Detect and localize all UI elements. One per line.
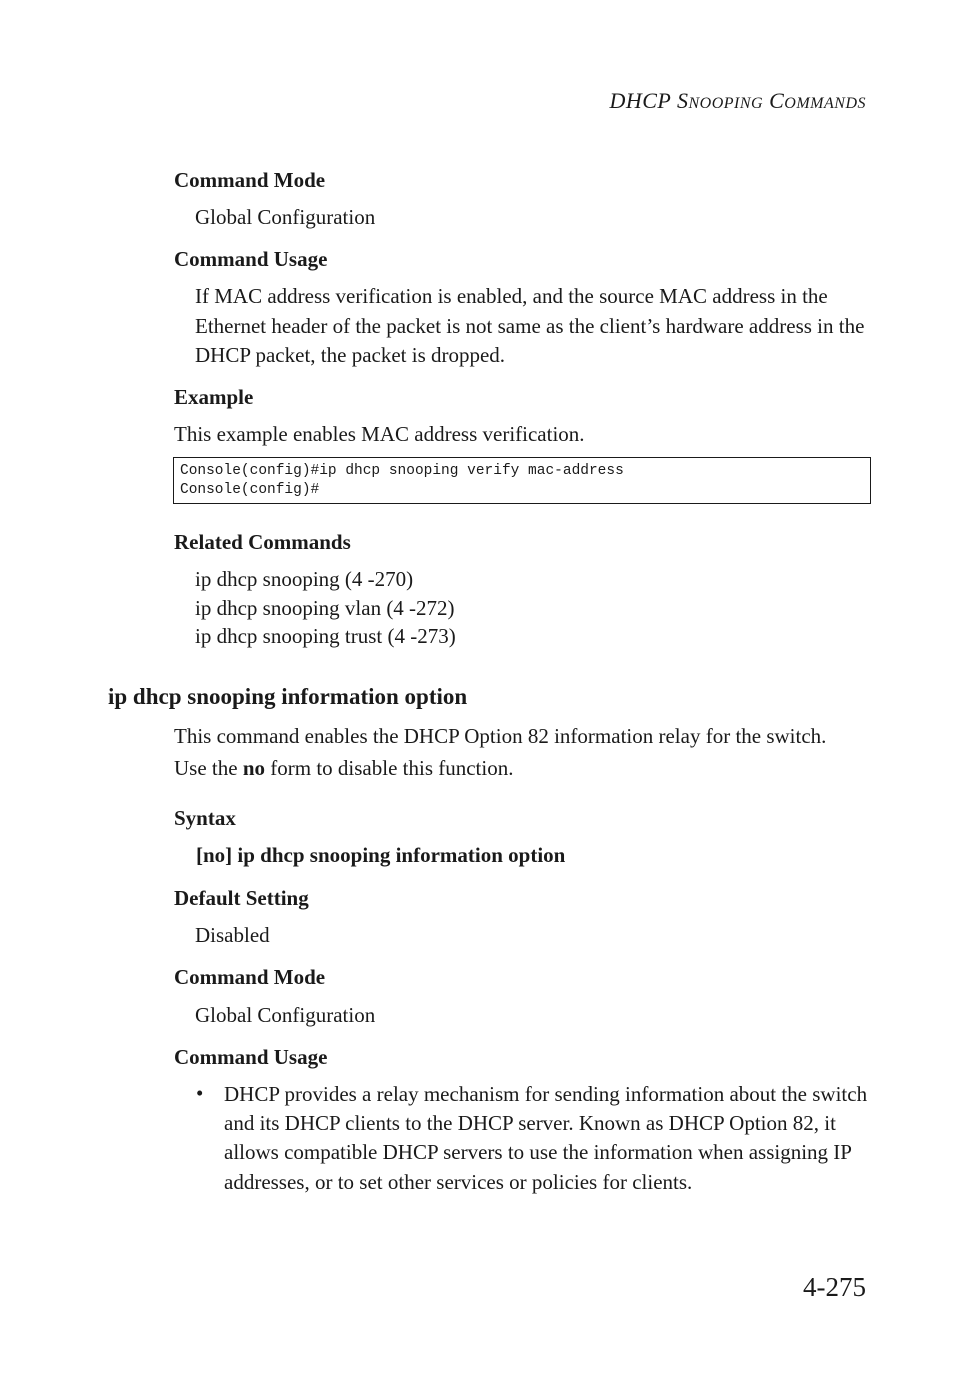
command-mode-value: Global Configuration [195, 1003, 376, 1027]
bullet-icon: • [196, 1081, 204, 1105]
command-usage-heading: Command Usage [174, 247, 328, 271]
command-usage-bullet-text: DHCP provides a relay mechanism for sending information about the switch and its DHCP clients to the DHCP server. Known as DHCP Option 82, it allows compatible DHCP servers to use the information when assigning IP addresses, or to set other services or policies for clients. [224, 1082, 868, 1194]
section-intro [174, 720, 854, 784]
running-head-part: DHCP S [609, 88, 689, 113]
related-commands-list [195, 565, 456, 651]
running-head [609, 88, 866, 114]
default-setting-value: Disabled [195, 923, 270, 947]
command-usage-text: If MAC address verification is enabled, and the source MAC address in the Ethernet header of the packet is not same as the client’s hardware address in the DHCP packet, the packet is dropped. [195, 284, 865, 367]
command-usage-heading: Command Usage [174, 1045, 328, 1069]
example-text: This example enables MAC address verification. [174, 422, 585, 446]
page-number: 4-275 [803, 1272, 866, 1302]
default-setting-heading: Default Setting [174, 886, 309, 910]
command-mode-value: Global Configuration [195, 205, 376, 229]
running-head-part: OMMANDS [784, 95, 866, 112]
section-title: ip dhcp snooping information option [108, 684, 468, 709]
intro-text: form to disable this function. [265, 756, 514, 780]
syntax-text: [no] ip dhcp snooping information option [196, 843, 566, 867]
related-commands-heading: Related Commands [174, 530, 351, 554]
intro-text: This command enables the DHCP Option 82 information relay for the switch. Use the [174, 724, 827, 780]
command-mode-heading: Command Mode [174, 168, 326, 192]
running-head-part: C [763, 88, 785, 113]
related-command-link[interactable]: ip dhcp snooping (4 -270) [195, 567, 414, 591]
related-command-link[interactable]: ip dhcp snooping vlan (4 -272) [195, 595, 455, 620]
code-line: Console(config)# [180, 482, 320, 498]
syntax-heading: Syntax [174, 806, 236, 830]
intro-bold-no: no [242, 756, 266, 780]
related-command-link[interactable]: ip dhcp snooping trust (4 -273) [195, 624, 456, 648]
running-head-part: NOOPING [688, 95, 764, 112]
code-line: Console(config)#ip dhcp snooping verify mac-address [180, 463, 624, 479]
command-mode-heading: Command Mode [174, 965, 326, 989]
example-heading: Example [174, 385, 254, 409]
code-example [173, 457, 871, 504]
